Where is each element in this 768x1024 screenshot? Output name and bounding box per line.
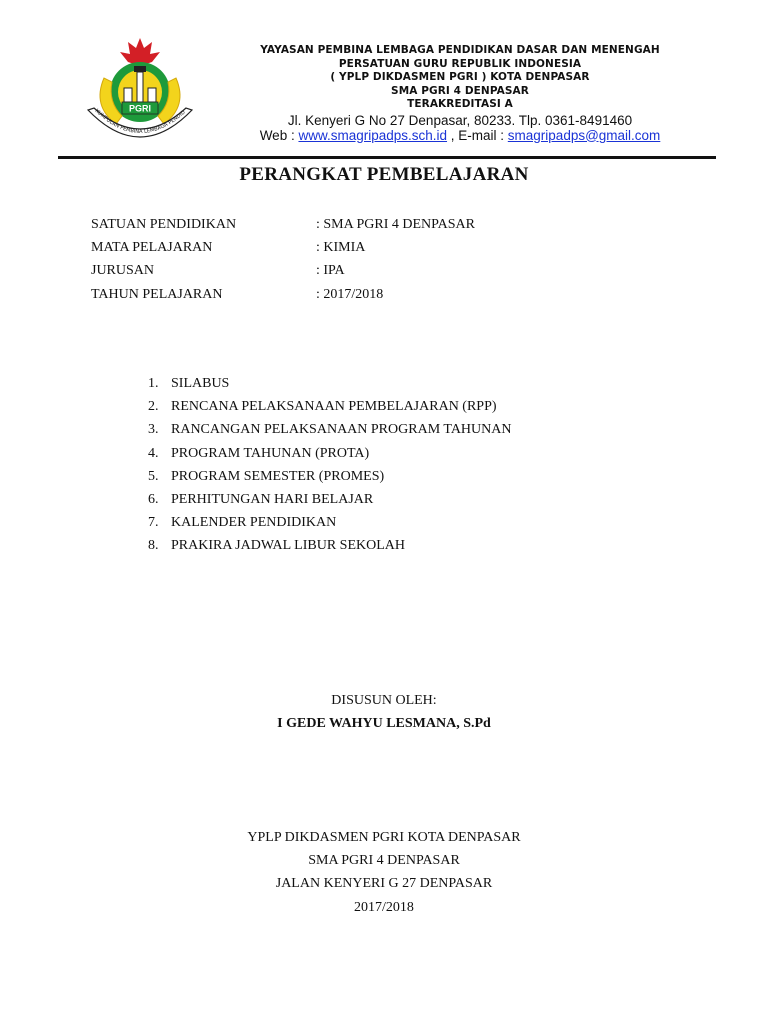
logo-text: PGRI [128,103,152,114]
email-link[interactable]: smagripadps@gmail.com [507,127,661,143]
info-value: : KIMIA [316,240,366,256]
list-number: 3. [148,422,159,438]
list-item [148,395,511,418]
list-text: RENCANA PELAKSANAAN PEMBELAJARAN (RPP) [171,399,497,415]
list-item [148,442,511,465]
info-value: : SMA PGRI 4 DENPASAR [316,217,475,232]
header-line-1: YAYASAN PEMBINA LEMBAGA PENDIDIKAN DASAR DAN MENENGAH [260,44,660,56]
list-text: RANCANGAN PELAKSANAAN PROGRAM TAHUNAN [171,422,512,438]
school-address: Jl. Kenyeri G No 27 Denpasar, 80233. Tlp. 0361-8491460 [287,112,633,128]
document-title: PERANGKAT PEMBELAJARAN [239,164,529,185]
footer-line: JALAN KENYERI G 27 DENPASAR [275,876,493,892]
info-row [91,236,475,259]
list-number: 5. [148,468,159,484]
list-item [148,534,511,557]
website-link[interactable]: www.smagripadps.sch.id [298,127,448,143]
list-item [148,488,511,511]
header-line-3: ( YPLP DIKDASMEN PGRI ) KOTA DENPASAR [330,71,590,83]
footer-line: 2017/2018 [354,899,414,915]
info-row [91,213,475,236]
list-number: 8. [148,538,159,554]
pgri-logo [82,36,198,142]
footer-block [0,826,768,919]
letterhead [240,44,680,143]
info-row [91,259,475,282]
header-line-4: SMA PGRI 4 DENPASAR [391,84,529,97]
info-value: : 2017/2018 [316,286,384,302]
list-item [148,465,511,488]
list-text: KALENDER PENDIDIKAN [171,515,337,531]
list-number: 7. [148,515,159,531]
header-divider [58,156,716,159]
list-number: 1. [148,376,159,391]
list-text: PRAKIRA JADWAL LIBUR SEKOLAH [171,538,405,554]
info-row [91,283,475,306]
email-label: , E-mail : [447,127,508,143]
info-label: TAHUN PELAJARAN [91,286,223,302]
footer-line: SMA PGRI 4 DENPASAR [308,853,460,869]
list-text: PROGRAM TAHUNAN (PROTA) [171,445,370,461]
document-list [148,372,511,558]
web-label: Web : [259,127,299,143]
info-table [91,213,475,306]
author-label: DISUSUN OLEH: [331,693,437,708]
list-item [148,418,511,441]
logo-ring-text: KUMPULAN PEMBINA LEMBAGA PENDID [93,108,187,136]
list-text: SILABUS [171,376,230,391]
info-label: JURUSAN [91,263,155,279]
list-item [148,372,511,395]
author-name: I GEDE WAHYU LESMANA, S.Pd [277,716,491,731]
list-text: PROGRAM SEMESTER (PROMES) [171,468,385,484]
info-label: SATUAN PENDIDIKAN [91,217,237,232]
header-line-5: TERAKREDITASI A [407,98,513,110]
contact-line [240,128,680,143]
info-value: : IPA [316,263,345,279]
list-text: PERHITUNGAN HARI BELAJAR [171,491,374,507]
list-number: 6. [148,491,159,507]
list-number: 2. [148,399,159,415]
list-item [148,511,511,534]
footer-line: YPLP DIKDASMEN PGRI KOTA DENPASAR [247,830,521,845]
list-number: 4. [148,445,159,461]
header-line-2: PERSATUAN GURU REPUBLIK INDONESIA [338,57,582,70]
flame-icon [120,38,160,66]
info-label: MATA PELAJARAN [91,240,213,256]
